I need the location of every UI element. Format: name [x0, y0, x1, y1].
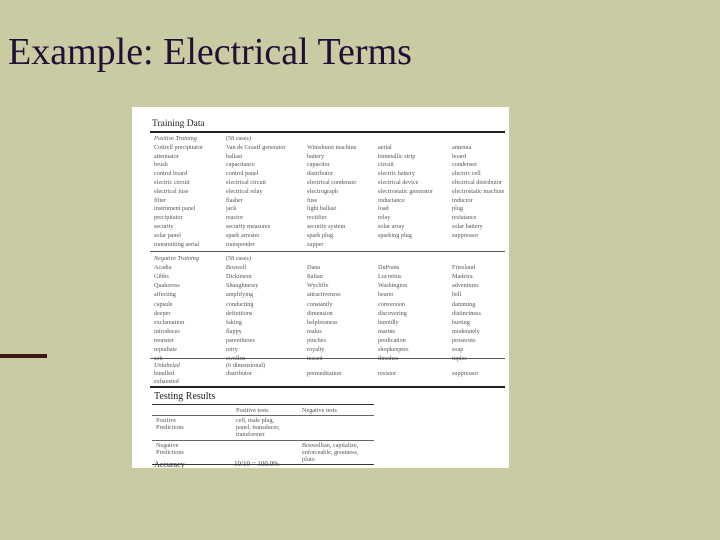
term-cell: Italian	[307, 273, 323, 281]
row-negative-label-2: Predictions	[156, 449, 184, 456]
term-cell: electrical fuse	[154, 187, 189, 195]
row-positive-pos-1: cell, male plug,	[236, 417, 275, 424]
accuracy-label: Accuracy	[154, 460, 185, 468]
section-header-cell: Negative Training	[154, 255, 199, 262]
term-cell: electric battery	[378, 170, 415, 178]
term-cell: definitions	[226, 309, 253, 317]
table-row	[132, 178, 509, 187]
section-header-cell: Positive Training	[154, 135, 197, 142]
term-cell: reactor	[226, 214, 244, 222]
term-cell: Gibbs	[154, 273, 169, 281]
term-cell: inductor	[452, 196, 473, 204]
term-cell: capsule	[154, 300, 173, 308]
term-cell: fuse	[307, 196, 318, 204]
term-cell: resistor	[378, 370, 397, 377]
term-cell: bell	[452, 291, 462, 299]
term-cell: moderately	[452, 327, 480, 335]
term-cell: dimension	[307, 309, 333, 317]
term-cell: suppressor	[452, 231, 479, 239]
table-row	[132, 240, 509, 249]
term-cell: brush	[154, 161, 168, 169]
term-cell: DuPonts	[378, 264, 400, 272]
table-mid-rule	[152, 440, 374, 441]
table-row	[132, 345, 509, 354]
term-cell: conversion	[378, 300, 406, 308]
term-cell: electrical relay	[226, 187, 263, 195]
term-cell: constantly	[307, 300, 333, 308]
term-cell: circuit	[378, 161, 394, 169]
term-cell: security	[154, 223, 174, 230]
table-row	[132, 272, 509, 281]
term-cell: predication	[378, 336, 406, 344]
term-cell: load	[378, 205, 389, 213]
row-positive-label-1: Positive	[156, 417, 176, 424]
row-positive-pos-2: panel, transducer,	[236, 424, 280, 431]
term-cell: Friesland	[452, 264, 476, 272]
term-cell: retry	[226, 346, 238, 353]
term-cell: damming	[452, 300, 476, 308]
row-negative-neg-3: pluto	[302, 456, 315, 463]
term-cell: hurting	[452, 318, 470, 326]
table-row	[132, 169, 509, 178]
term-cell: electric circuit	[154, 179, 190, 186]
table-row	[132, 300, 509, 309]
term-cell: shopkeepers	[378, 346, 409, 353]
term-cell: parentheses	[226, 336, 255, 344]
section-header-cell: (6 dimensional)	[226, 362, 266, 369]
table-row	[132, 377, 509, 386]
term-cell: instrument panel	[154, 205, 196, 213]
term-cell: Dickinson	[226, 273, 252, 281]
term-cell: zapper	[307, 240, 324, 248]
col-positive-tests: Positive tests	[236, 407, 269, 414]
term-cell: solar panel	[154, 231, 181, 239]
section-header-cell: Unlabeled	[154, 362, 180, 369]
row-negative-neg-1: Boswellian, capitalize,	[302, 442, 359, 449]
term-cell: solar battery	[452, 223, 483, 230]
term-cell: bimetallic strip	[378, 152, 416, 160]
term-cell: premeditation	[307, 370, 342, 377]
term-cell: exhausted	[154, 378, 179, 385]
accuracy-value: 10/10 = 100.0%	[234, 460, 279, 468]
bottom-rule	[150, 386, 505, 388]
term-cell: attenuator	[154, 152, 179, 160]
term-cell: jack	[226, 205, 237, 213]
table-row	[132, 152, 509, 161]
term-cell: Madeira	[452, 273, 473, 281]
term-cell: soap	[452, 346, 464, 353]
term-cell: control board	[154, 170, 188, 178]
top-rule	[150, 131, 505, 133]
row-negative-label-1: Negative	[156, 442, 179, 449]
term-cell: bearer	[378, 291, 394, 299]
section-header-cell: (58 cases)	[226, 255, 251, 262]
term-cell: conducting	[226, 300, 254, 308]
term-cell: security system	[307, 223, 346, 230]
term-cell: ballast	[226, 152, 243, 160]
term-cell: Wimshurst machine	[307, 143, 357, 151]
term-cell: amplifying	[226, 291, 254, 299]
table-row	[132, 134, 509, 143]
term-cell: condenser	[452, 161, 478, 169]
table-row	[132, 254, 509, 263]
term-cell: flappy	[226, 327, 242, 335]
term-cell: spark plug	[307, 231, 333, 239]
term-cell: distinctness	[452, 309, 481, 317]
term-cell: electric cell	[452, 170, 481, 178]
accent-bar	[0, 354, 47, 358]
term-cell: Dana	[307, 264, 321, 272]
term-cell: bundled	[154, 370, 174, 377]
term-cell: capacitor	[307, 161, 330, 169]
term-cell: exclamation	[154, 318, 185, 326]
term-cell: royalty	[307, 346, 325, 353]
term-cell: suppressor	[452, 370, 479, 377]
term-cell: Boswell	[226, 264, 247, 272]
term-cell: flasher	[226, 196, 243, 204]
term-cell: transponder	[226, 240, 256, 248]
row-positive-label-2: Predictions	[156, 424, 184, 431]
term-cell: electrical device	[378, 179, 419, 186]
term-cell: pinches	[307, 336, 326, 344]
term-cell: transmitting aerial	[154, 240, 200, 248]
term-cell: light ballast	[307, 205, 337, 213]
table-row	[132, 281, 509, 290]
term-cell: capacitance	[226, 161, 255, 169]
table-row	[132, 309, 509, 318]
term-cell: Shaughnessy	[226, 282, 259, 290]
row-positive-pos-3: transformer	[236, 431, 265, 438]
table-row	[132, 263, 509, 272]
table-row	[132, 336, 509, 345]
negative-rule	[150, 358, 505, 359]
training-data-title: Training Data	[152, 119, 205, 129]
term-cell: aerial	[378, 143, 392, 151]
term-cell: marine	[378, 327, 396, 335]
table-row	[132, 196, 509, 205]
section-header-cell: (58 cases)	[226, 135, 251, 142]
term-cell: Van de Graaff generator	[226, 143, 286, 151]
table-row	[132, 231, 509, 240]
term-cell: prosecute	[452, 336, 476, 344]
term-cell: relay	[378, 214, 391, 222]
term-cell: solar array	[378, 223, 405, 230]
testing-results-title: Testing Results	[154, 391, 216, 402]
term-cell: control panel	[226, 170, 259, 178]
table-top-rule	[152, 404, 374, 405]
table-row	[132, 290, 509, 299]
term-cell: Wycliffe	[307, 282, 329, 290]
table-row	[132, 213, 509, 222]
slide-title: Example: Electrical Terms	[8, 31, 412, 73]
term-cell: malus	[307, 327, 322, 335]
term-cell: electrostatic machine	[452, 187, 505, 195]
term-cell: filter	[154, 196, 167, 204]
table-row	[132, 143, 509, 152]
term-cell: electrical condenser	[307, 179, 357, 186]
term-cell: faking	[226, 318, 242, 326]
term-cell: spark arrester	[226, 231, 260, 239]
term-cell: attractiveness	[307, 291, 341, 299]
term-cell: plug	[452, 205, 464, 213]
row-negative-neg-2: enforceable, greatness,	[302, 449, 359, 456]
table-row	[132, 327, 509, 336]
term-cell: board	[452, 152, 467, 160]
term-cell: Quakeress	[154, 282, 180, 290]
term-cell: resistance	[452, 214, 477, 222]
term-cell: distributor	[226, 370, 252, 377]
table-row	[132, 318, 509, 327]
term-cell: electrical distributor	[452, 179, 502, 186]
term-cell: precipitator	[154, 214, 183, 222]
table-row	[132, 222, 509, 231]
term-cell: introduces	[154, 327, 180, 335]
term-cell: rectifier	[307, 214, 327, 222]
term-cell: Washington	[378, 282, 408, 290]
term-cell: affecting	[154, 291, 176, 299]
term-cell: monster	[154, 336, 174, 344]
term-cell: battery	[307, 152, 325, 160]
positive-rule	[150, 251, 505, 252]
term-cell: deeper	[154, 309, 171, 317]
term-cell: distributor	[307, 170, 333, 178]
term-cell: humidly	[378, 318, 399, 326]
term-cell: electrical circuit	[226, 179, 267, 186]
term-cell: Acadia	[154, 264, 172, 272]
term-cell: adventures	[452, 282, 479, 290]
col-negative-tests: Negative tests	[302, 407, 337, 414]
term-cell: Cottrell precipitator	[154, 143, 203, 151]
term-cell: electrostatic generator	[378, 187, 433, 195]
term-cell: Lucretius	[378, 273, 402, 281]
term-cell: sparking plug	[378, 231, 412, 239]
term-cell: security measures	[226, 223, 271, 230]
term-cell: antenna	[452, 143, 472, 151]
table-header-rule	[152, 415, 374, 416]
term-cell: inductance	[378, 196, 405, 204]
document-image	[132, 107, 509, 468]
term-cell: discovering	[378, 309, 407, 317]
table-row	[132, 204, 509, 213]
term-cell: repudiate	[154, 346, 178, 353]
table-row	[132, 187, 509, 196]
table-row	[132, 160, 509, 169]
term-cell: helplessness	[307, 318, 338, 326]
term-cell: electrograph	[307, 187, 338, 195]
